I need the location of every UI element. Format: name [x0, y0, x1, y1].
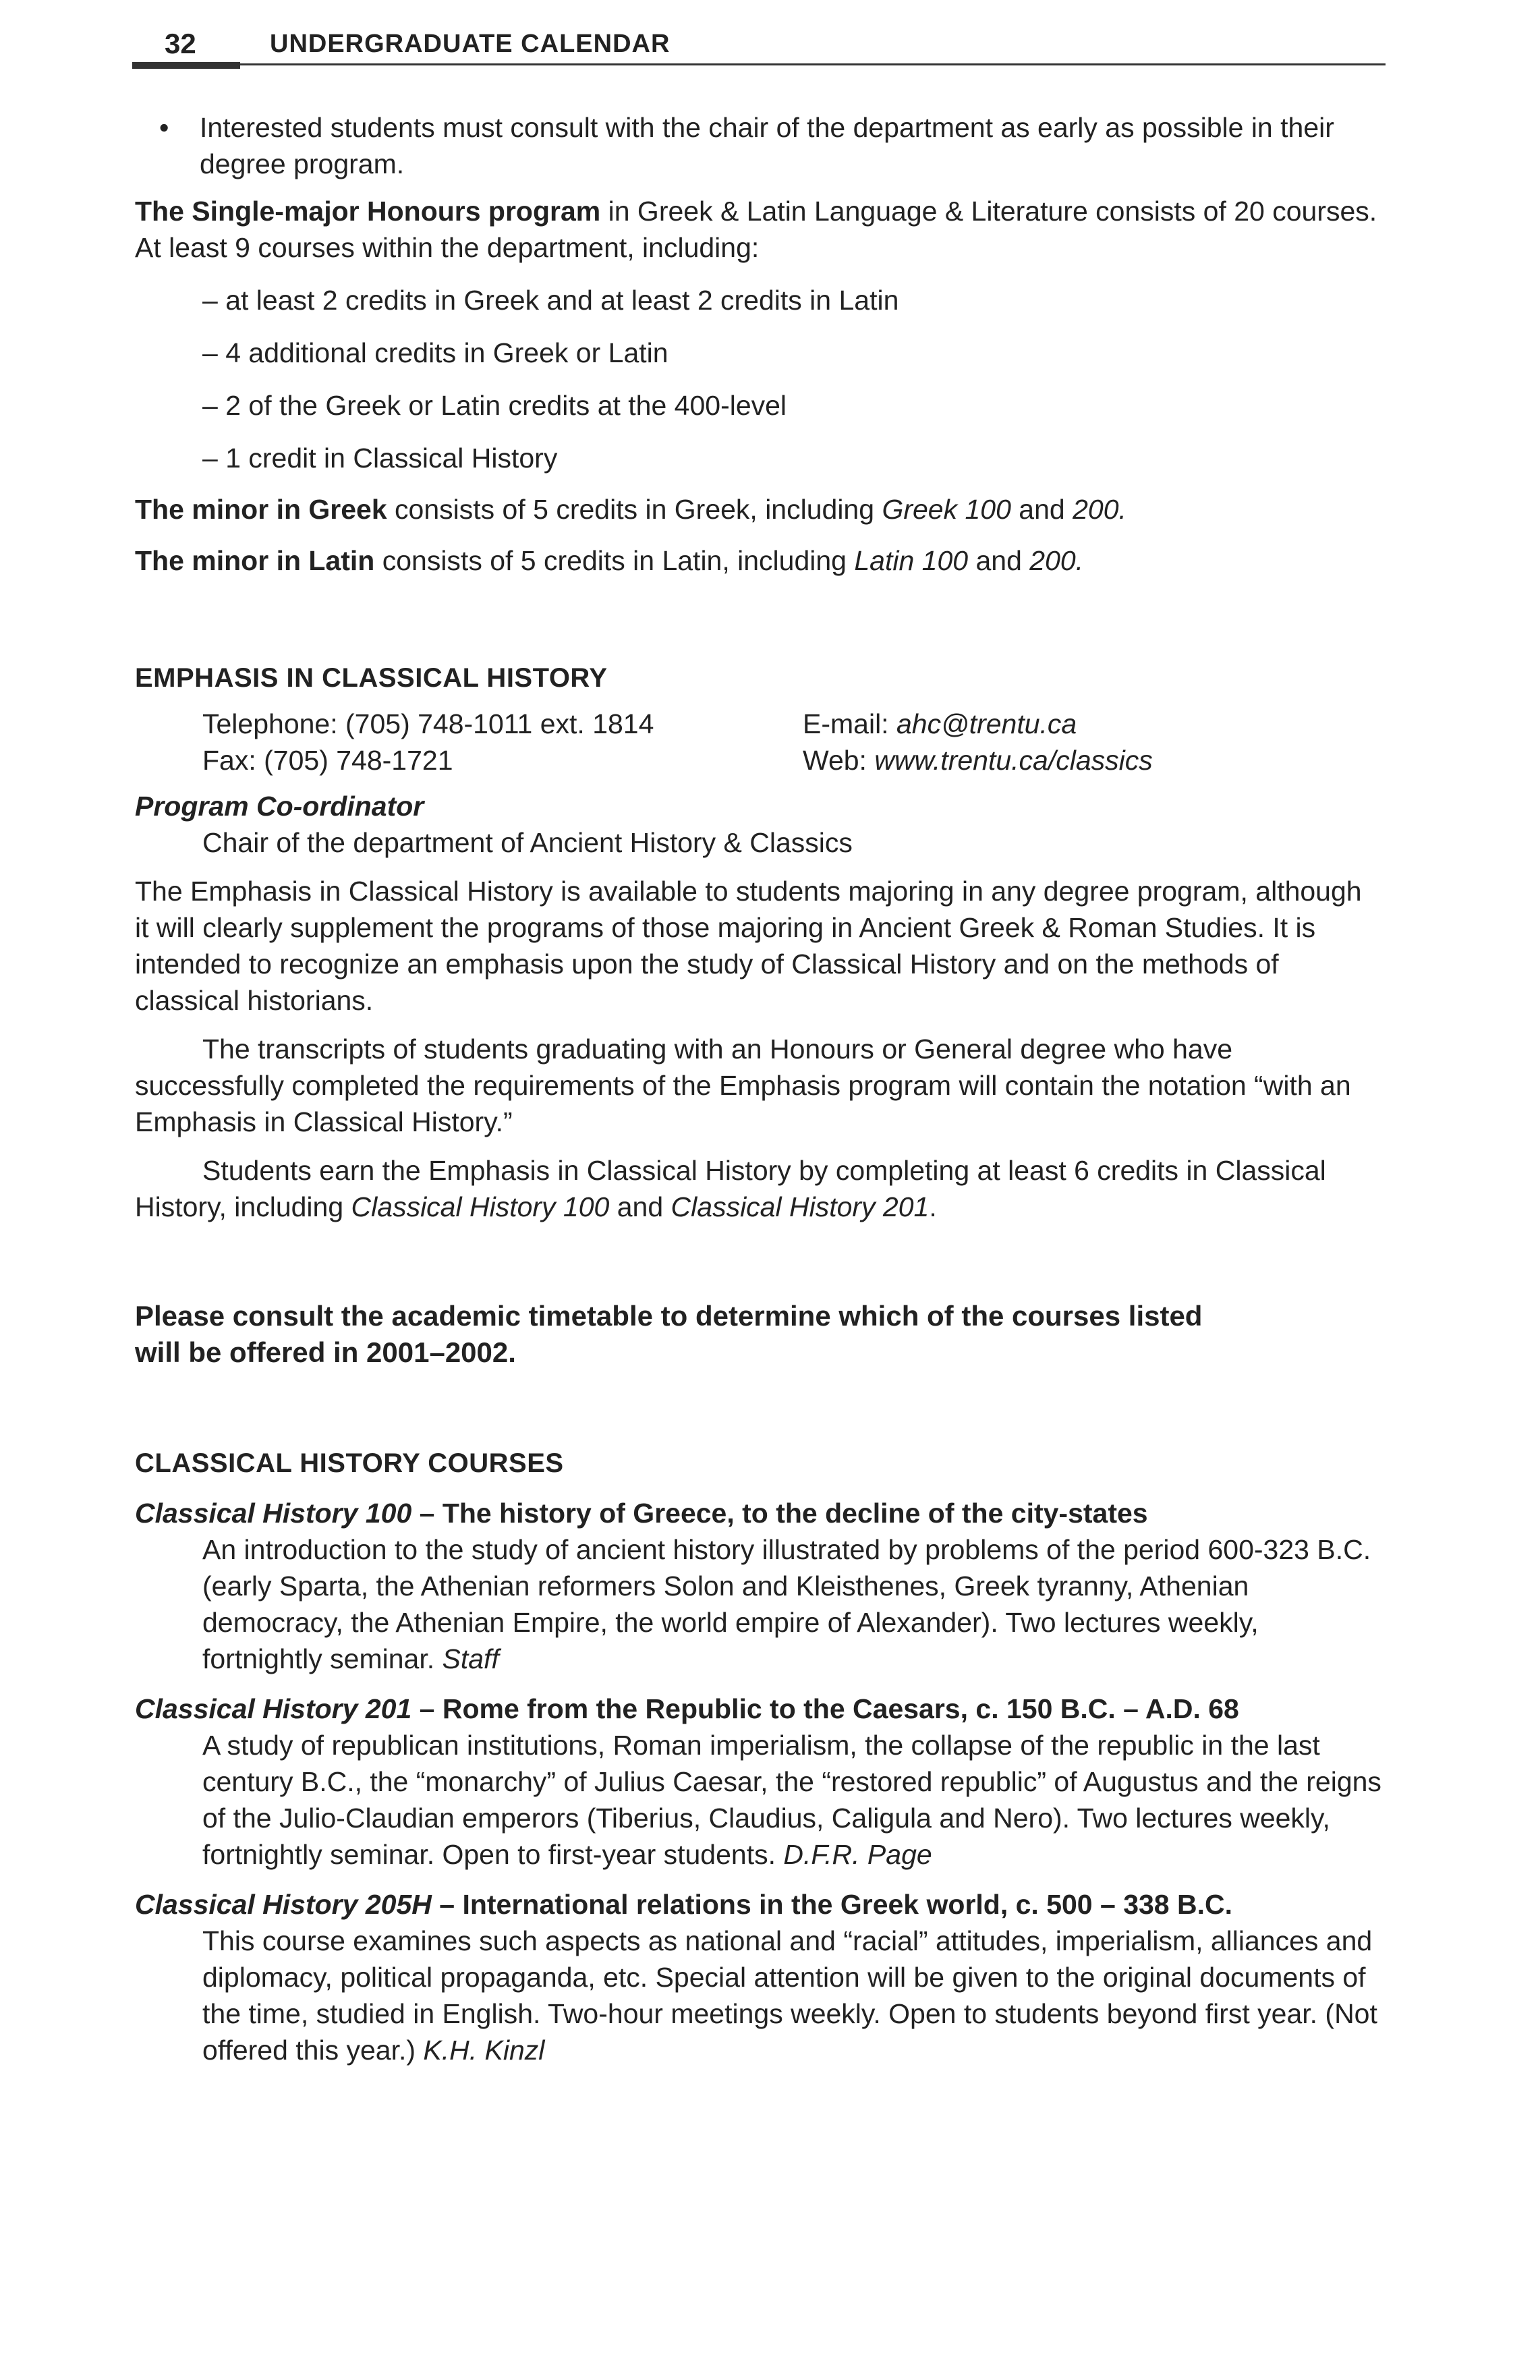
page-header [162, 24, 1390, 65]
timetable-notice: Please consult the academic timetable to determine which of the courses listed will be offered in 2001–2002. [135, 1300, 1203, 1368]
email-link: ahc@trentu.ca [896, 708, 1077, 739]
header-rule-accent [132, 62, 240, 69]
requirement-item: – at least 2 credits in Greek and at least 2 credits in Latin [202, 285, 899, 316]
requirement-item: – 4 additional credits in Greek or Latin [202, 337, 668, 368]
header-rule [132, 63, 1386, 65]
course-description: A study of republican institutions, Roman imperialism, the collapse of the republic in the last century B.C., the “monarchy” of Julius Caesar, the “restored republic” of Augustus and the reigns of the Julio-Claudian emperors (Tiberius, Claudius, Caligula and Nero). Two lectures weekly, fortnightly seminar. Open to first-year students. D.F.R. Page [202, 1730, 1381, 1870]
fax: Fax: (705) 748-1721 [202, 745, 453, 776]
course-instructor: Staff [442, 1643, 499, 1674]
honours-lead: The Single-major Honours program [135, 196, 601, 227]
course-instructor: K.H. Kinzl [423, 2035, 545, 2066]
course-code: Classical History 201 [135, 1693, 412, 1724]
course-code: Classical History 205H [135, 1889, 432, 1920]
email-line: E-mail: ahc@trentu.ca [803, 708, 1077, 739]
course-entry [135, 1691, 1383, 1873]
telephone: Telephone: (705) 748-1011 ext. 1814 [202, 708, 654, 739]
coordinator-label: Program Co-ordinator [135, 791, 424, 822]
course-heading: Classical History 100 – The history of Greece, to the decline of the city-states [135, 1498, 1148, 1529]
requirements-list [135, 282, 1383, 476]
minor-latin: The minor in Latin consists of 5 credits in Latin, including Latin 100 and 200. [135, 545, 1084, 576]
emphasis-paragraph-2: The transcripts of students graduating with an Honours or General degree who have successfully completed the requirements of the Emphasis program will contain the notation “with an Emphasis in Classical History.” [135, 1033, 1351, 1137]
course-title: Rome from the Republic to the Caesars, c. 150 B.C. – A.D. 68 [442, 1693, 1239, 1724]
course-entry [135, 1886, 1383, 2068]
web-link: www.trentu.ca/classics [874, 745, 1153, 776]
course-description: An introduction to the study of ancient history illustrated by problems of the period 600-323 B.C. (early Sparta, the Athenian reformers Solon and Kleisthenes, Greek tyranny, Athenian democracy, the Athenian Empire, the world empire of Alexander). Two lectures weekly, fortnightly seminar. Staff [202, 1534, 1371, 1674]
web-line: Web: www.trentu.ca/classics [803, 745, 1153, 776]
intro-bullet: • Interested students must consult with the chair of the department as early as possible in their degree program. [135, 109, 1383, 182]
minor-greek: The minor in Greek consists of 5 credits in Greek, including Greek 100 and 200. [135, 494, 1127, 525]
bullet-icon: • [159, 112, 169, 143]
course-code: Classical History 100 [135, 1498, 412, 1529]
course-title: International relations in the Greek world, c. 500 – 338 B.C. [462, 1889, 1232, 1920]
emphasis-heading: EMPHASIS IN CLASSICAL HISTORY [135, 663, 608, 693]
running-title: UNDERGRADUATE CALENDAR [270, 30, 671, 58]
emphasis-paragraph-3: Students earn the Emphasis in Classical History by completing at least 6 credits in Classical History, including Classical History 100 and Classical History 201. [135, 1155, 1326, 1222]
requirement-item: – 2 of the Greek or Latin credits at the 400-level [202, 390, 787, 421]
course-heading: Classical History 205H – International relations in the Greek world, c. 500 – 338 B.C. [135, 1889, 1232, 1920]
honours-paragraph: The Single-major Honours program in Greek & Latin Language & Literature consists of 20 courses. At least 9 courses within the department, including: [135, 196, 1377, 263]
courses-heading: CLASSICAL HISTORY COURSES [135, 1448, 564, 1478]
course-instructor: D.F.R. Page [783, 1839, 932, 1870]
contact-block [135, 706, 1383, 778]
requirement-item: – 1 credit in Classical History [202, 443, 558, 474]
coordinator: Chair of the department of Ancient History & Classics [202, 827, 853, 858]
emphasis-paragraph-1: The Emphasis in Classical History is available to students majoring in any degree program, although it will clearly supplement the programs of those majoring in Ancient Greek & Roman Studies. It is intended to recognize an emphasis upon the study of Classical History and on the methods of classical historians. [135, 876, 1362, 1016]
course-entry [135, 1495, 1383, 1677]
course-title: The history of Greece, to the decline of the city-states [442, 1498, 1148, 1529]
course-heading: Classical History 201 – Rome from the Republic to the Caesars, c. 150 B.C. – A.D. 68 [135, 1693, 1239, 1724]
page-number: 32 [165, 28, 196, 59]
course-description: This course examines such aspects as national and “racial” attitudes, imperialism, alliances and diplomacy, political propaganda, etc. Special attention will be given to the original documents of the time, studied in English. Two-hour meetings weekly. Open to students beyond first year. (Not offered this year.) K.H. Kinzl [202, 1925, 1377, 2066]
page-content [135, 108, 1383, 2068]
